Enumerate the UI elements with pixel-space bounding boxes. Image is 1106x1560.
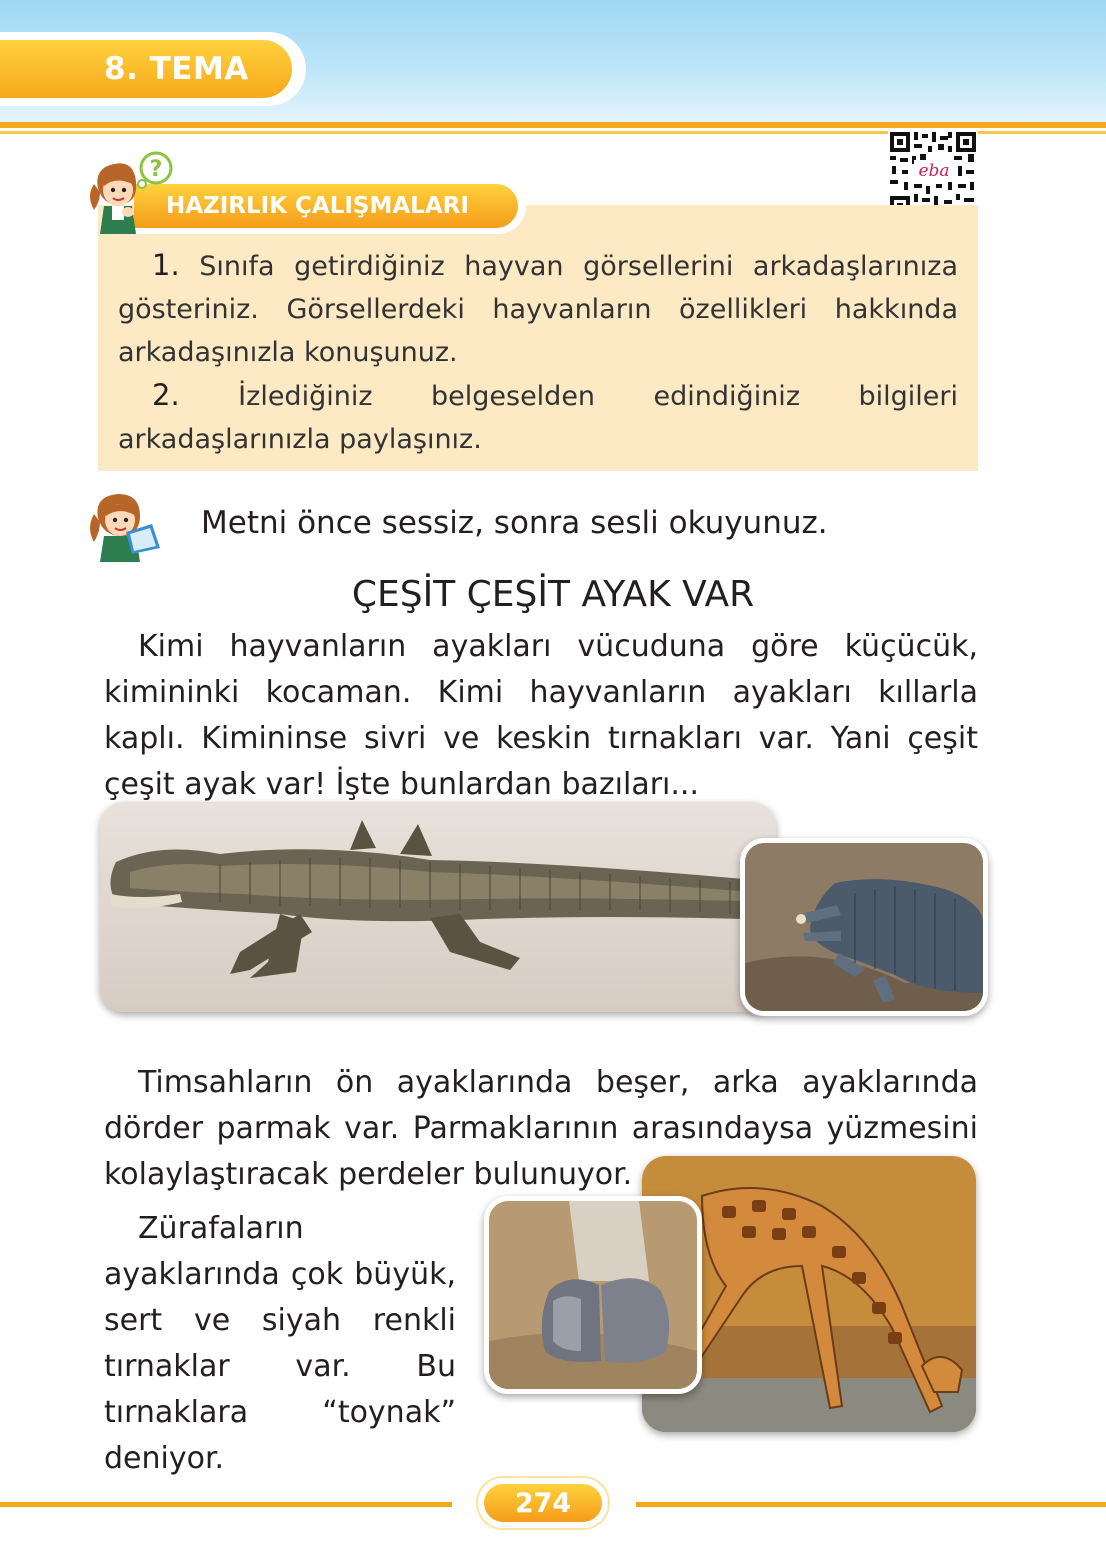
reading-girl-icon — [86, 488, 172, 562]
giraffe-hoof-photo — [484, 1196, 702, 1394]
giraffe-text: Zürafaların ayaklarında çok büyük, sert ve siyah renkli tırnaklar var. Bu tırnaklara “toynak” deniyor. — [104, 1211, 456, 1476]
giraffe-paragraph — [104, 1206, 456, 1482]
preparation-text — [118, 244, 958, 461]
qr-brand-text: eba — [918, 161, 950, 181]
intro-paragraph: Kimi hayvanların ayakları vücuduna göre küçücük, kimininki kocaman. Kimi hayvanların ayakları kıllarla kaplı. Kimininse sivri ve keskin tırnakları var. Yani çeşit çeşit ayak var! İşte bunlardan bazıları... — [104, 629, 978, 802]
crocodile-foot-photo — [740, 838, 988, 1016]
page-number: 274 — [484, 1484, 602, 1522]
thinking-girl-icon — [84, 148, 180, 236]
article-intro — [104, 624, 978, 808]
crocodile-photo — [100, 802, 776, 1012]
footer-line-right — [636, 1502, 1106, 1507]
article-title: ÇEŞİT ÇEŞİT AYAK VAR — [351, 574, 755, 615]
crocodile-text: Timsahların ön ayaklarında beşer, arka ayaklarında dörder parmak var. Parmaklarının arasındaysa yüzmesini kolaylaştıracak perdeler bulunuyor. — [104, 1065, 978, 1192]
theme-label: 8. TEMA — [104, 51, 249, 87]
preparation-badge-label: HAZIRLIK ÇALIŞMALARI — [166, 193, 469, 219]
reading-instruction: Metni önce sessiz, sonra sesli okuyunuz. — [201, 505, 828, 541]
svg-text:?: ? — [149, 157, 163, 182]
preparation-badge — [134, 184, 518, 228]
item-number: 2. — [152, 378, 180, 412]
item-text: İzlediğiniz belgeselden edindiğiniz bilgileri arkadaşlarınızla paylaşınız. — [118, 381, 958, 455]
theme-tab — [0, 40, 292, 98]
item-text: Sınıfa getirdiğiniz hayvan görsellerini arkadaşlarınıza gösteriniz. Görsellerdeki hayvanların özellikleri hakkında arkadaşınızla konuşunuz. — [118, 251, 958, 368]
header-divider — [0, 122, 1106, 128]
item-number: 1. — [152, 248, 180, 282]
preparation-item-1 — [118, 244, 958, 374]
preparation-item-2 — [118, 374, 958, 461]
footer-line-left — [0, 1502, 452, 1507]
